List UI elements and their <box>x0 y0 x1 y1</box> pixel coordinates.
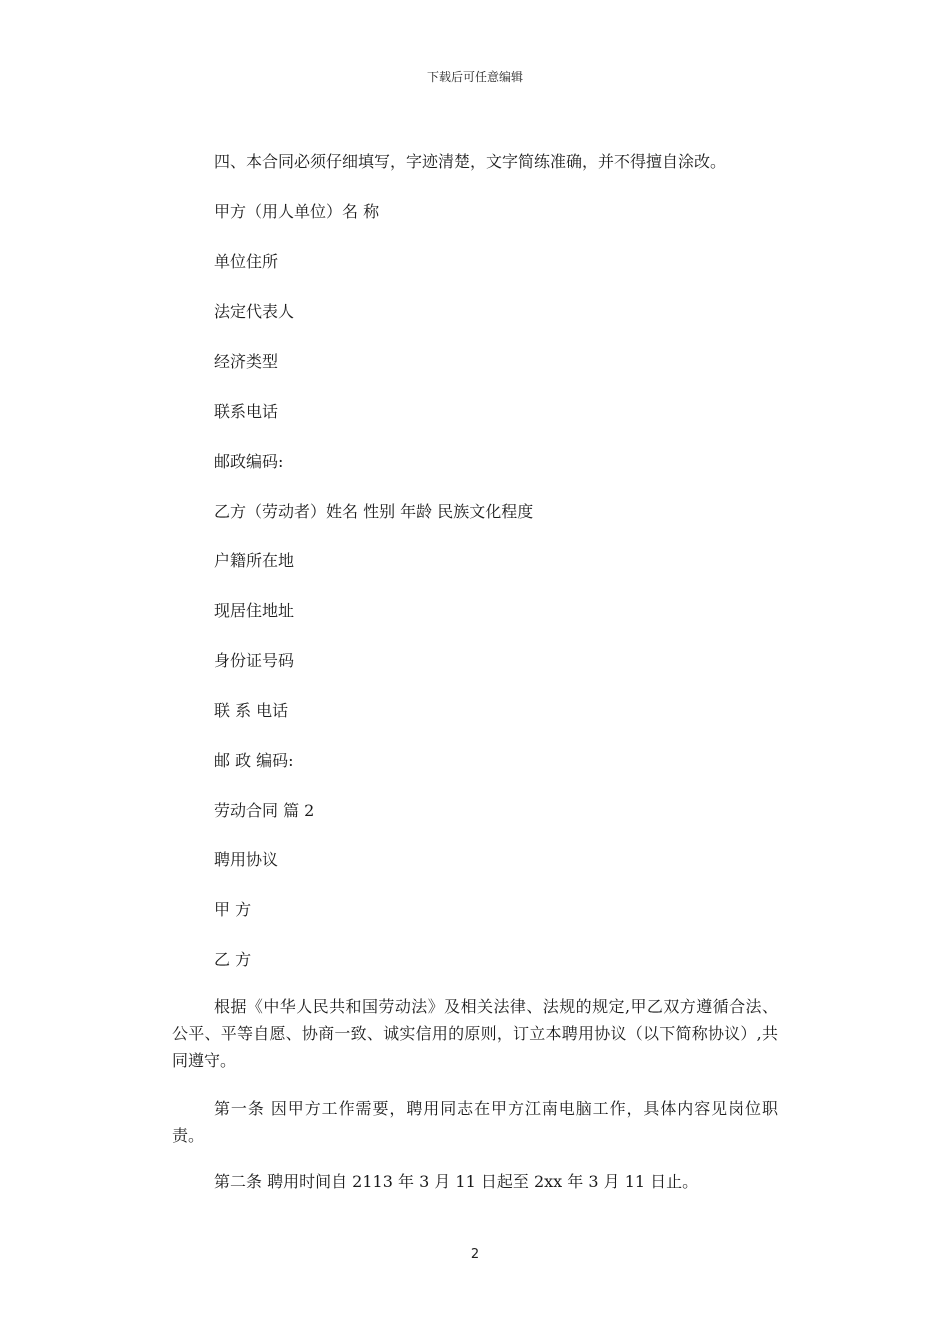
section-heading: 劳动合同 篇 2 <box>214 801 315 820</box>
household-registration-field: 户籍所在地 <box>214 551 295 570</box>
article-two-paragraph: 第二条 聘用时间自 2113 年 3 月 11 日起至 2xx 年 3 月 11 日止。 <box>214 1172 699 1191</box>
party-b-postcode-field: 邮 政 编码: <box>214 751 294 770</box>
party-b-label: 乙 方 <box>214 950 252 969</box>
party-b-info-field: 乙方（劳动者）姓名 性别 年龄 民族文化程度 <box>214 502 534 521</box>
party-a-address-field: 单位住所 <box>214 252 279 271</box>
page-header: 下载后可任意编辑 <box>426 70 523 84</box>
party-a-postcode-field: 邮政编码: <box>214 452 284 471</box>
id-number-field: 身份证号码 <box>214 651 295 670</box>
party-a-name-field: 甲方（用人单位）名 称 <box>214 202 380 221</box>
legal-representative-field: 法定代表人 <box>214 302 295 321</box>
agreement-title: 聘用协议 <box>214 850 279 869</box>
party-a-label: 甲 方 <box>214 900 252 919</box>
current-address-field: 现居住地址 <box>214 601 295 620</box>
article-one-paragraph: 第一条 因甲方工作需要，聘用同志在甲方江南电脑工作，具体内容见岗位职责。 <box>172 1099 778 1145</box>
party-b-phone-field: 联 系 电话 <box>214 701 289 720</box>
page-number: 2 <box>470 1247 480 1262</box>
economic-type-field: 经济类型 <box>214 352 279 371</box>
preamble-paragraph: 根据《中华人民共和国劳动法》及相关法律、法规的规定,甲乙双方遵循合法、公平、平等自愿、协商一致、诚实信用的原则，订立本聘用协议（以下简称协议）,共同遵守。 <box>172 997 778 1070</box>
party-a-phone-field: 联系电话 <box>214 402 279 421</box>
clause-four-text: 四、本合同必须仔细填写，字迹清楚，文字简练准确，并不得擅自涂改。 <box>214 152 727 171</box>
